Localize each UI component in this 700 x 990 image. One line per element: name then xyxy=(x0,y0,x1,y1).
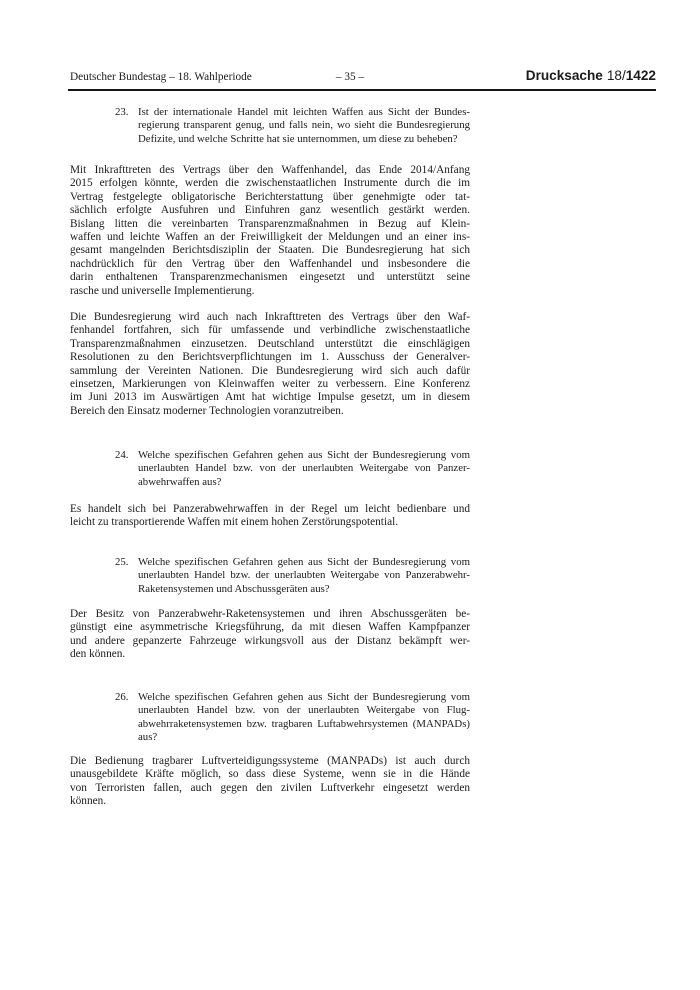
text-line: unerlaubten Handel bzw. von der unerlaubten Weitergabe von Panzer- xyxy=(138,462,470,475)
text-line: Der Besitz von Panzerabwehr-Raketensystemen und ihren Abschussgeräten be- xyxy=(70,608,470,620)
body-paragraph xyxy=(70,311,470,418)
question-number: 24. xyxy=(115,449,129,461)
text-line: leicht zu transportierende Waffen mit einem hohen Zerstörungspotential. xyxy=(70,516,399,529)
text-line: gesamt mangelnden Berichtsdisziplin der Staaten. Die Bundesregierung hat sich xyxy=(70,244,470,257)
text-line: fenhandel fortfahren, sich für umfassende und verbindliche zwischenstaatliche xyxy=(70,324,470,337)
question-text xyxy=(138,556,470,596)
text-line: unausgebildete Kräfte möglich, so dass diese Systeme, wenn sie in die Hände xyxy=(70,768,470,781)
text-line: sammlung der Vereinten Nationen. Die Bundesregierung wird sich auch dafür xyxy=(70,364,470,377)
text-line: Die Bundesregierung wird auch nach Inkrafttreten des Vertrags über den Waf- xyxy=(70,311,470,323)
text-line: den können. xyxy=(70,648,126,661)
text-line: Welche spezifischen Gefahren gehen aus Sicht der Bundesregierung vom xyxy=(138,556,470,568)
question-item xyxy=(115,556,470,596)
text-line: von Terroristen fallen, auch gegen den zivilen Luftverkehr eingesetzt werden xyxy=(70,781,470,794)
body-paragraph xyxy=(70,608,470,662)
text-line: waffen und leichte Waffen an der Freiwilligkeit der Meldungen und an einer ins- xyxy=(70,231,470,244)
text-line: aus? xyxy=(138,731,158,744)
question-number: 23. xyxy=(115,106,129,118)
text-line: Welche spezifischen Gefahren gehen aus Sicht der Bundesregierung vom xyxy=(138,691,470,703)
text-line: darin enthaltenen Transparenzmechanismen eingesetzt und unterstützt seine xyxy=(70,271,470,284)
question-item xyxy=(115,106,470,146)
header-rule xyxy=(68,89,656,91)
doc-label: Drucksache xyxy=(525,68,603,83)
text-line: abwehrwaffen aus? xyxy=(138,475,222,488)
text-line: im Juni 2013 im Auswärtigen Amt hat wichtige Impulse gesetzt, um in diesem xyxy=(70,391,470,404)
header-doc-id xyxy=(526,68,656,84)
text-line: 2015 erfolgen könnte, werden die zwischenstaatlichen Instrumente durch die im xyxy=(70,177,470,190)
text-line: Welche spezifischen Gefahren gehen aus Sicht der Bundesregierung vom xyxy=(138,449,470,461)
body-paragraph xyxy=(70,164,470,298)
question-item xyxy=(115,449,470,489)
question-number: 26. xyxy=(115,691,129,703)
header-publisher: Deutscher Bundestag – 18. Wahlperiode xyxy=(70,71,252,83)
text-line: rasche und universelle Implementierung. xyxy=(70,284,255,297)
text-line: und andere gepanzerte Fahrzeuge wirkungsvoll aus der Distanz bekämpft wer- xyxy=(70,634,470,647)
text-line: Raketensystemen und Abschussgeräten aus? xyxy=(138,582,330,595)
text-line: günstigt eine asymmetrische Kriegsführung, da mit diesen Waffen Kampfpanzer xyxy=(70,621,470,634)
question-text xyxy=(138,449,470,489)
header-page-number: – 35 – xyxy=(335,71,365,83)
body-paragraph xyxy=(70,503,470,530)
text-line: können. xyxy=(70,795,107,808)
body-paragraph xyxy=(70,755,470,809)
text-line: Transparenzmaßnahmen einzusetzen. Deutschland unterstützt die einschlägigen xyxy=(70,337,470,350)
question-text xyxy=(138,691,470,745)
text-line: abwehrraketensystemen bzw. tragbaren Luftabwehrsystemen (MANPADs) xyxy=(138,717,470,730)
text-line: unerlaubten Handel bzw. der unerlaubten Weitergabe von Panzerabwehr- xyxy=(138,569,470,582)
question-text xyxy=(138,106,470,146)
text-line: Resolutionen zu den Berichtsverpflichtungen im 1. Ausschuss der Generalver- xyxy=(70,351,470,364)
text-line: einsetzen, Markierungen von Kleinwaffen weiter zu verbessern. Eine Konferenz xyxy=(70,378,470,391)
text-line: Mit Inkrafttreten des Vertrags über den Waffenhandel, das Ende 2014/Anfang xyxy=(70,164,470,176)
doc-number-prefix: 18/ xyxy=(606,68,626,83)
text-line: Es handelt sich bei Panzerabwehrwaffen in der Regel um leicht bedienbare und xyxy=(70,503,470,515)
text-line: Ist der internationale Handel mit leichten Waffen aus Sicht der Bundes- xyxy=(138,106,470,118)
question-number: 25. xyxy=(115,556,129,568)
doc-number: 1422 xyxy=(625,68,656,83)
text-line: Bereich den Einsatz moderner Technologien voranzutreiben. xyxy=(70,404,344,417)
text-line: unerlaubten Handel bzw. von der unerlaubten Weitergabe von Flug- xyxy=(138,704,470,717)
question-item xyxy=(115,691,470,745)
text-line: Defizite, und welche Schritte hat sie unternommen, um diese zu beheben? xyxy=(138,132,458,145)
text-line: Bislang litten die vereinbarten Transparenzmaßnahmen in Bezug auf Klein- xyxy=(70,217,470,230)
text-line: regierung transparent genug, und falls nein, wo sieht die Bundesregierung xyxy=(138,119,470,132)
text-line: Die Bedienung tragbarer Luftverteidigungssysteme (MANPADs) ist auch durch xyxy=(70,755,470,767)
text-line: nachdrücklich für den Vertrag über den Waffenhandel und insbesondere die xyxy=(70,257,470,270)
text-line: sächlich erfolgte Ausfuhren und Einfuhren ganz wesentlich gestärkt werden. xyxy=(70,204,470,217)
text-line: Vertrag festgelegte obligatorische Berichterstattung über genehmigte oder tat- xyxy=(70,190,470,203)
